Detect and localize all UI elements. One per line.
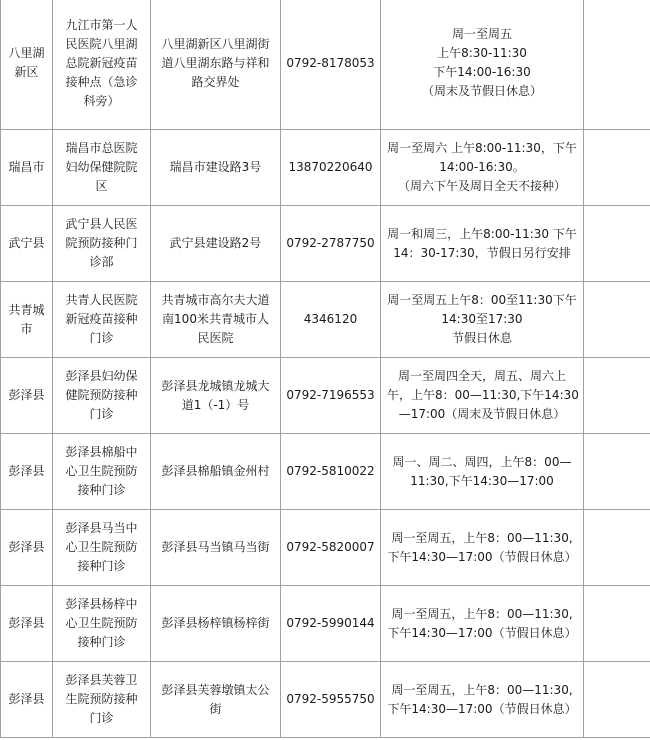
address-line: 道八里湖东路与祥和 <box>161 55 270 70</box>
address-cell <box>151 662 281 738</box>
empty-cell <box>584 206 650 282</box>
site-name-line: 接种门诊 <box>77 483 126 497</box>
site-name-line: 科旁） <box>83 93 120 108</box>
region-line: 新区 <box>14 65 39 79</box>
empty-cell <box>584 434 650 510</box>
site-name-line: 接种门诊 <box>77 635 126 649</box>
site-name-line: 武宁县人民医 <box>65 217 138 231</box>
address-cell <box>151 358 281 434</box>
table-row <box>1 662 650 738</box>
site-name-line: 门诊 <box>89 331 114 345</box>
hours-cell <box>381 130 584 206</box>
address-line: 彭泽县芙蓉墩镇太公 <box>161 682 270 697</box>
hours-line: 周一至周五，上午8：00—11:30, <box>391 530 573 545</box>
phone-cell <box>281 586 381 662</box>
address-cell <box>151 206 281 282</box>
site-name-line: 区 <box>95 179 108 193</box>
table-body <box>1 0 650 738</box>
region-line: 八里湖 <box>8 46 45 60</box>
phone-text: 0792-2787750 <box>286 236 375 250</box>
phone-text: 0792-5810022 <box>286 464 375 478</box>
region-cell <box>1 282 53 358</box>
site-name-cell <box>53 510 151 586</box>
address-cell <box>151 586 281 662</box>
region-line: 武宁县 <box>8 236 45 250</box>
address-line: 彭泽县杨梓镇杨梓街 <box>161 616 270 630</box>
address-line: 彭泽县棉船镇金州村 <box>161 464 270 478</box>
region-cell <box>1 206 53 282</box>
site-name-line: 心卫生院预防 <box>65 464 138 478</box>
hours-line: 下午14:00-16:30 <box>433 65 531 79</box>
address-cell <box>151 130 281 206</box>
address-line: 民医院 <box>197 331 234 345</box>
region-line: 瑞昌市 <box>8 160 45 174</box>
empty-cell <box>584 586 650 662</box>
address-line: 八里湖新区八里湖街 <box>161 36 270 51</box>
hours-cell <box>381 358 584 434</box>
table-row <box>1 586 650 662</box>
address-line: 道1（-1）号 <box>181 397 250 412</box>
hours-line: 周一至周六 上午8:00-11:30，下午 <box>387 141 577 155</box>
region-line: 共青城 <box>8 302 45 317</box>
address-cell <box>151 282 281 358</box>
region-cell <box>1 358 53 434</box>
region-line: 彭泽县 <box>8 464 45 478</box>
site-name-cell <box>53 282 151 358</box>
phone-cell <box>281 434 381 510</box>
region-line: 市 <box>20 321 33 336</box>
site-name-line: 共青人民医院 <box>65 293 138 307</box>
site-name-cell <box>53 358 151 434</box>
hours-cell <box>381 0 584 130</box>
region-line: 彭泽县 <box>8 692 45 706</box>
site-name-line: 九江市第一人 <box>65 17 138 32</box>
site-name-cell <box>53 586 151 662</box>
region-cell <box>1 0 53 130</box>
address-line: 街 <box>209 701 222 716</box>
site-name-line: 心卫生院预防 <box>65 616 138 630</box>
site-name-line: 彭泽县芙蓉卫 <box>65 673 138 687</box>
hours-cell <box>381 662 584 738</box>
hours-line: 下午14:30—17:00（节假日休息） <box>387 701 577 716</box>
hours-line: —17:00（周末及节假日休息） <box>398 407 566 421</box>
site-name-line: 健院预防接种 <box>65 388 138 402</box>
site-name-line: 门诊 <box>89 407 114 421</box>
region-line: 彭泽县 <box>8 540 45 554</box>
address-line: 彭泽县龙城镇龙城大 <box>161 378 270 393</box>
address-line: 共青城市高尔夫大道 <box>161 293 270 307</box>
site-name-line: 接种点（急诊 <box>65 74 138 89</box>
phone-cell <box>281 206 381 282</box>
site-name-line: 门诊 <box>89 711 114 725</box>
phone-text: 0792-5820007 <box>286 540 375 554</box>
site-name-line: 院预防接种门 <box>65 236 138 250</box>
address-line: 瑞昌市建设路3号 <box>169 160 262 174</box>
site-name-line: 妇幼保健院院 <box>65 160 138 174</box>
table-row <box>1 282 650 358</box>
hours-line: 周一至周五，上午8：00—11:30, <box>391 682 573 697</box>
phone-text: 13870220640 <box>288 160 373 174</box>
phone-text: 0792-5955750 <box>286 692 375 706</box>
table-row <box>1 0 650 130</box>
region-cell <box>1 434 53 510</box>
hours-cell <box>381 510 584 586</box>
phone-cell <box>281 510 381 586</box>
hours-line: 14：30-17:30，节假日另行安排 <box>393 245 571 260</box>
phone-text: 0792-5990144 <box>286 616 375 630</box>
table-row <box>1 510 650 586</box>
phone-cell <box>281 282 381 358</box>
table-row <box>1 358 650 434</box>
phone-text: 4346120 <box>303 312 358 326</box>
address-line: 路交界处 <box>191 74 240 89</box>
phone-cell <box>281 0 381 130</box>
table-row <box>1 434 650 510</box>
address-line: 南100米共青城市人 <box>162 312 269 326</box>
hours-line: 14:30至17:30 <box>441 312 523 326</box>
hours-cell <box>381 586 584 662</box>
hours-line: 午，上午8：00—11:30,下午14:30 <box>387 388 579 402</box>
site-name-line: 生院预防接种 <box>65 692 138 706</box>
phone-text: 0792-8178053 <box>286 55 375 70</box>
site-name-line: 民医院八里湖 <box>65 36 138 51</box>
site-name-cell <box>53 434 151 510</box>
hours-line: 下午14:30—17:00（节假日休息） <box>387 549 577 564</box>
hours-line: 周一、周二、周四，上午8：00— <box>392 454 572 469</box>
table-row <box>1 130 650 206</box>
hours-cell <box>381 206 584 282</box>
hours-line: 14:00-16:30。 <box>439 160 525 174</box>
site-name-cell <box>53 130 151 206</box>
empty-cell <box>584 358 650 434</box>
empty-cell <box>584 510 650 586</box>
hours-line: 周一至周五 <box>451 27 512 41</box>
site-name-line: 接种门诊 <box>77 559 126 573</box>
address-line: 彭泽县马当镇马当街 <box>161 540 270 554</box>
site-name-line: 心卫生院预防 <box>65 540 138 554</box>
hours-line: 周一至周四全天，周五、周六上 <box>397 369 566 383</box>
hours-line: （周末及节假日休息） <box>421 84 542 98</box>
address-cell <box>151 0 281 130</box>
phone-cell <box>281 662 381 738</box>
hours-line: 上午8:30-11:30 <box>437 46 527 60</box>
phone-cell <box>281 358 381 434</box>
hours-line: 11:30,下午14:30—17:00 <box>410 473 554 488</box>
site-name-cell <box>53 0 151 130</box>
hours-line: 周一至周五，上午8：00—11:30, <box>391 606 573 621</box>
hours-line: 节假日休息 <box>451 331 512 345</box>
site-name-line: 彭泽县棉船中 <box>65 445 138 459</box>
site-name-line: 彭泽县妇幼保 <box>65 369 138 383</box>
phone-cell <box>281 130 381 206</box>
region-line: 彭泽县 <box>8 388 45 402</box>
region-cell <box>1 510 53 586</box>
phone-text: 0792-7196553 <box>286 388 375 402</box>
site-name-cell <box>53 662 151 738</box>
address-cell <box>151 510 281 586</box>
hours-line: （周六下午及周日全天不接种） <box>397 179 566 193</box>
table-row <box>1 206 650 282</box>
region-cell <box>1 586 53 662</box>
empty-cell <box>584 130 650 206</box>
empty-cell <box>584 282 650 358</box>
site-name-line: 诊部 <box>89 255 114 269</box>
site-name-line: 彭泽县杨梓中 <box>65 597 138 611</box>
region-line: 彭泽县 <box>8 616 45 630</box>
address-cell <box>151 434 281 510</box>
hours-cell <box>381 282 584 358</box>
empty-cell <box>584 662 650 738</box>
site-name-line: 总院新冠疫苗 <box>65 55 138 70</box>
address-line: 武宁县建设路2号 <box>169 236 262 250</box>
hours-cell <box>381 434 584 510</box>
site-name-line: 新冠疫苗接种 <box>65 312 138 326</box>
site-name-line: 瑞昌市总医院 <box>65 141 138 155</box>
region-cell <box>1 130 53 206</box>
region-cell <box>1 662 53 738</box>
hours-line: 周一至周五上午8：00至11:30下午 <box>387 293 577 307</box>
site-name-line: 彭泽县马当中 <box>65 521 138 535</box>
site-name-cell <box>53 206 151 282</box>
empty-cell <box>584 0 650 130</box>
hours-line: 周一和周三，上午8:00-11:30 下午 <box>387 226 577 241</box>
hours-line: 下午14:30—17:00（节假日休息） <box>387 625 577 640</box>
